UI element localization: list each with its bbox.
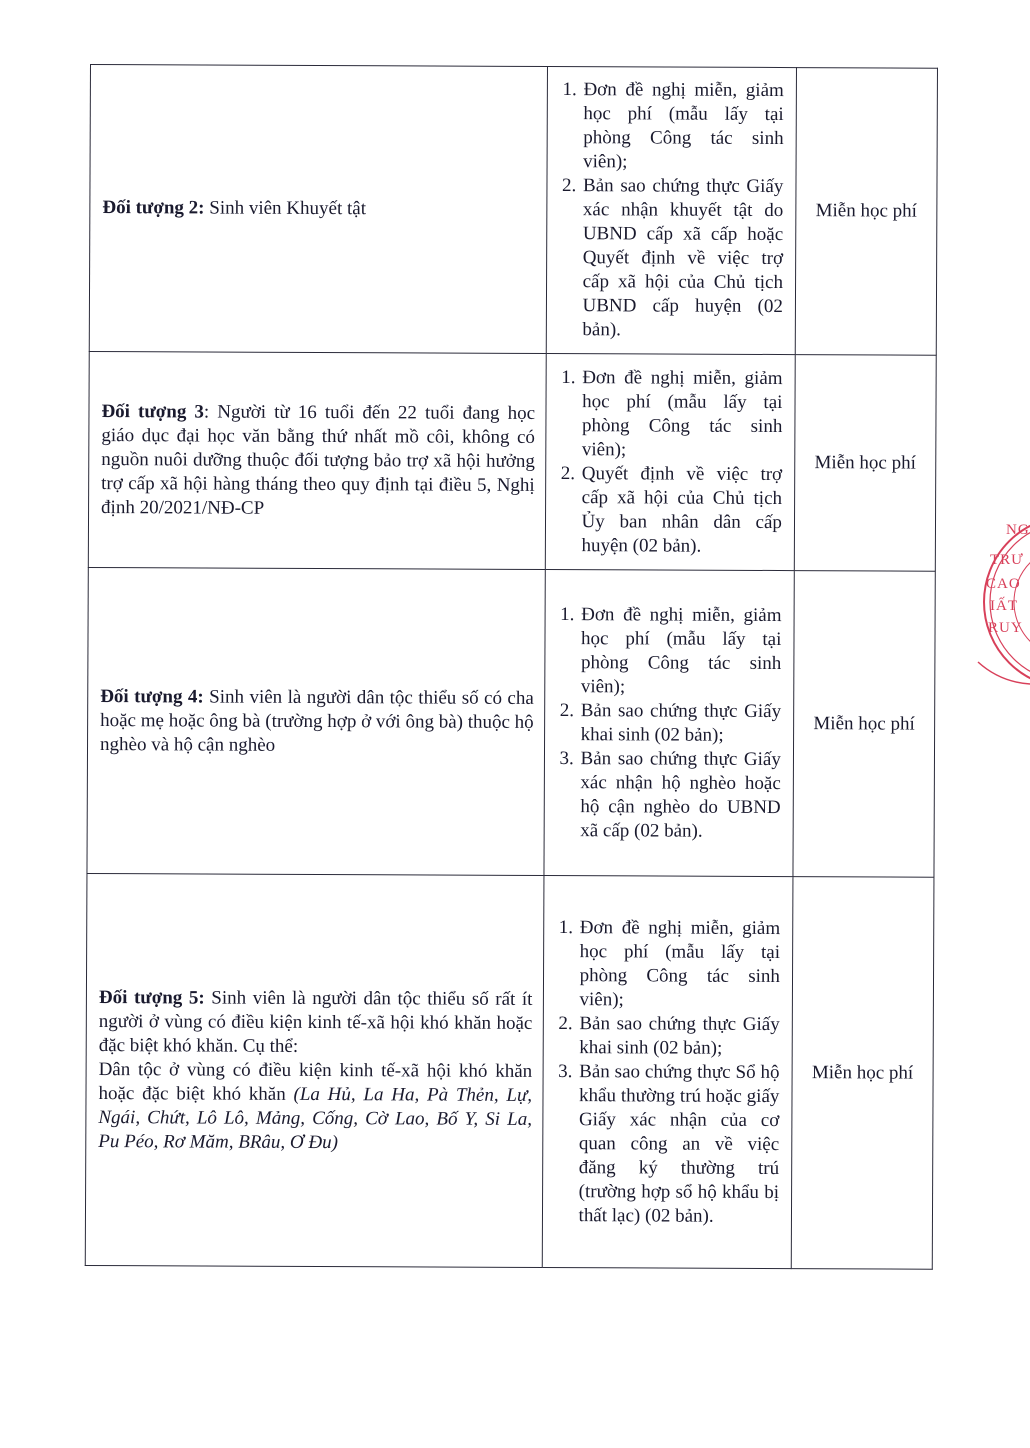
seal-graphic — [970, 512, 1030, 692]
subject-text: Sinh viên Khuyết tật — [204, 197, 367, 220]
subject-label: Đối tượng 5: — [98, 986, 205, 1009]
subject-text: : Người từ 16 tuổi đến 22 tuổi đang học giáo dục đại học văn bằng thứ nhất mồ côi, không có nguồn nuôi dưỡng thuộc đối tượng bảo trợ xã hội hưởng trợ cấp xã hội hàng tháng theo quy định tại điều 5, Nghị định 20/2021/NĐ-CP — [101, 401, 536, 519]
list-item: 3. Bản sao chứng thực Sổ hộ khẩu thường trú hoặc giấy Giấy xác nhận của cơ quan công an về việc đăng ký thường trú (trường hợp sổ hộ khẩu bị thất lạc) (02 bản). — [577, 1060, 780, 1229]
svg-text:IẤT: IẤT — [990, 598, 1018, 614]
fee-exemption-table — [85, 64, 938, 1270]
list-item: 1. Đơn đề nghị miễn, giảm học phí (mẫu lấy tại phòng Công tác sinh viên); — [581, 78, 784, 175]
ethnic-groups-list: (La Hủ, La Ha, Pà Thẻn, Lự, Ngái, Chứt, Lô Lô, Mảng, Cống, Cờ Lao, Bố Y, Si La, Pu Péo, Rơ Măm, BRâu, Ơ Đu) — [98, 1083, 533, 1153]
result-text: Miễn học phí — [814, 451, 916, 474]
list-item: 2. Quyết định về việc trợ cấp xã hội của Chủ tịch Ủy ban nhân dân cấp huyện (02 bản). — [579, 462, 782, 559]
list-item: 1. Đơn đề nghị miễn, giảm học phí (mẫu lấy tại phòng Công tác sinh viên); — [579, 603, 782, 700]
result-cell — [794, 355, 936, 572]
subject-text: Sinh viên là người dân tộc thiểu số có cha hoặc mẹ hoặc ông bà (trường hợp ở với ông bà) thuộc hộ nghèo và hộ cận nghèo — [99, 686, 534, 756]
subject-label: Đối tượng 2: — [102, 197, 205, 219]
svg-text:CAO: CAO — [986, 576, 1021, 592]
list-item: 2. Bản sao chứng thực Giấy khai sinh (02 bản); — [579, 699, 782, 748]
result-text: Miễn học phí — [811, 1061, 914, 1084]
svg-text:TRƯ: TRƯ — [990, 552, 1024, 568]
result-cell — [793, 571, 935, 878]
list-item: 2. Bản sao chứng thực Giấy khai sinh (02 bản); — [577, 1012, 780, 1061]
documents-list — [554, 603, 781, 844]
subject-label: Đối tượng 4: — [100, 685, 204, 708]
red-seal-stamp — [970, 512, 1030, 692]
documents-cell — [545, 353, 795, 570]
list-item: 3. Bản sao chứng thực Giấy xác nhận hộ nghèo hoặc hộ cận nghèo do UBND xã cấp (02 bản). — [578, 747, 781, 844]
documents-cell — [546, 66, 797, 354]
subject-cell — [87, 567, 545, 875]
table-row — [88, 351, 936, 571]
subject-cell — [89, 65, 547, 354]
subject-paragraph — [98, 1058, 532, 1156]
result-text: Miễn học phí — [815, 200, 918, 222]
table-row — [89, 65, 937, 356]
documents-cell — [542, 875, 793, 1268]
documents-list — [555, 366, 782, 559]
table-row — [85, 873, 934, 1269]
result-text: Miễn học phí — [813, 712, 915, 735]
documents-list — [556, 78, 783, 343]
documents-list — [553, 916, 781, 1229]
svg-text:RUY: RUY — [988, 620, 1023, 636]
result-cell — [795, 68, 937, 356]
result-cell — [791, 877, 934, 1270]
list-item: 2. Bản sao chứng thực Giấy xác nhận khuyết tật do UBND cấp xã cấp hoặc Quyết định về việc trợ cấp xã hội của Chủ tịch UBND cấp huyện (02 bản). — [580, 174, 783, 343]
subject-cell — [85, 873, 543, 1267]
list-item: 1. Đơn đề nghị miễn, giảm học phí (mẫu lấy tại phòng Công tác sinh viên); — [580, 366, 783, 463]
documents-cell — [544, 569, 795, 876]
subject-text: Sinh viên là người dân tộc thiểu số rất ít người ở vùng có điều kiện kinh tế-xã hội khó khăn hoặc đặc biệt khó khăn. Cụ thể: — [98, 987, 533, 1057]
svg-text:NG: NG — [1006, 522, 1030, 538]
subject-label: Đối tượng 3 — [101, 400, 204, 423]
subject-cell — [88, 351, 546, 569]
table-row — [87, 567, 935, 877]
subject-text-2: Dân tộc ở vùng có điều kiện kinh tế-xã hội khó khăn hoặc đặc biệt khó khăn — [98, 1058, 533, 1105]
list-item: 1. Đơn đề nghị miễn, giảm học phí (mẫu lấy tại phòng Công tác sinh viên); — [577, 916, 780, 1013]
